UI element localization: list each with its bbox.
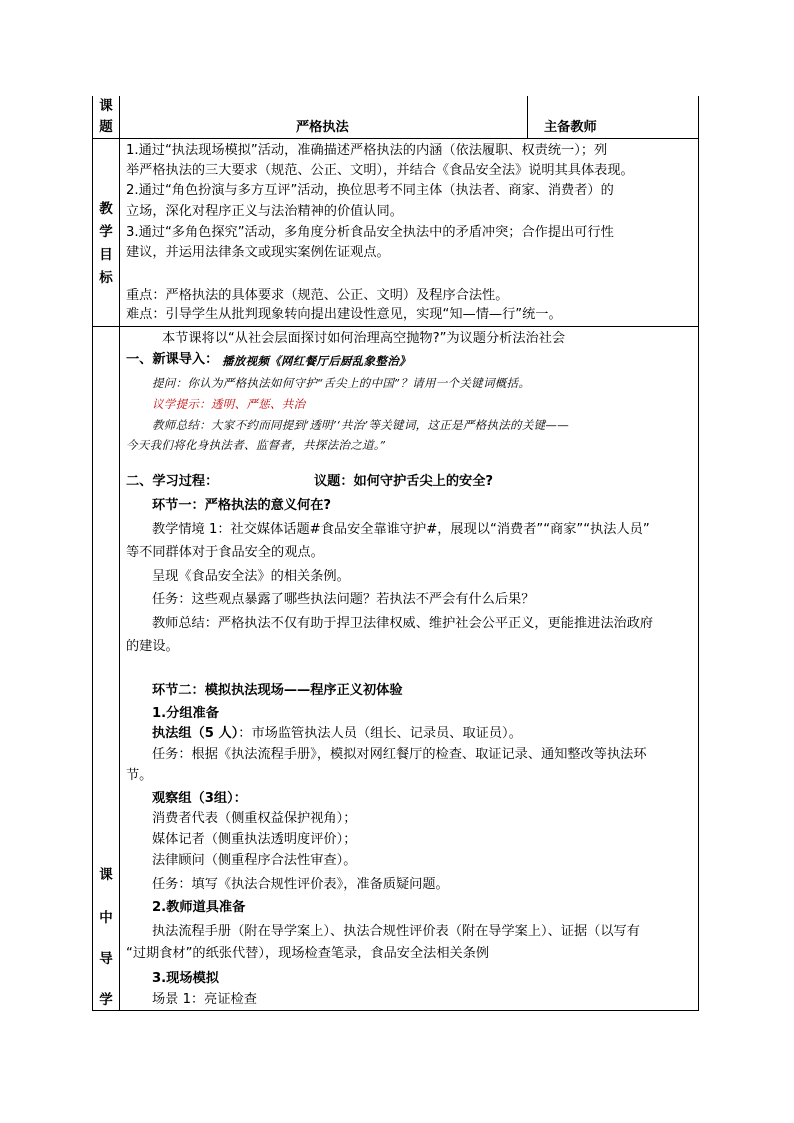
prep-heading: 1.分组准备 — [152, 706, 219, 721]
exec-group-text: ：市场监管执法人员（组长、记录员、取证员）。 — [238, 726, 522, 741]
obs-task: 任务：填写《执法合规性评价表》，准备质疑问题。 — [152, 877, 449, 892]
objectives-label-char: 教 — [99, 201, 113, 217]
header-label-char: 题 — [99, 119, 113, 135]
scene-heading: 3.现场模拟 — [152, 971, 219, 986]
section1-hint: 议学提示：透明、严惩、共治 — [152, 397, 306, 411]
difficulty: 难点：引导学生从批判现象转向提出建设性意见，实现“知—情—行”统一。 — [126, 307, 562, 322]
process-label-char: 导 — [99, 951, 113, 967]
link1-title: 环节一：严格执法的意义何在? — [152, 498, 332, 513]
table-divider-col1 — [119, 96, 120, 1011]
section1-heading: 一、新课导入： — [126, 352, 219, 367]
objective-line: 2.通过“角色扮演与多方互评”活动，换位思考不同主体（执法者、商家、消费者）的 — [126, 183, 614, 198]
table-divider-col2 — [527, 96, 528, 138]
teacher-label: 主备教师 — [544, 120, 597, 135]
exec-group — [152, 725, 522, 743]
link1-summary: 教师总结：严格执法不仅有助于捍卫法律权威、维护社会公平正义，更能推进法治政府 — [152, 616, 654, 631]
objective-line: 立场，深化对程序正义与法治精神的价值认同。 — [126, 204, 403, 219]
topic-title: 严格执法 — [296, 120, 349, 135]
exec-task: 节。 — [126, 768, 153, 783]
objective-line: 1.通过“执法现场模拟”活动，准确描述严格执法的内涵（依法履职、权责统一）；列 — [126, 143, 608, 158]
section1-summary: 教师总结：大家不约而同提到‘透明’‘共治’等关键词，这正是严格执法的关键—— — [152, 418, 570, 432]
objective-line: 举严格执法的三大要求（规范、公正、文明），并结合《食品安全法》说明其具体表现。 — [126, 163, 634, 178]
exec-group-label: 执法组（5 人） — [152, 726, 239, 741]
exec-task: 任务：根据《执法流程手册》，模拟对网红餐厅的检查、取证记录、通知整改等执法环 — [152, 747, 647, 762]
objectives-label-char: 目 — [99, 247, 113, 263]
link1-paragraph: 呈现《食品安全法》的相关条例。 — [152, 569, 350, 584]
obs-group-label: 观察组（3组）： — [152, 791, 247, 806]
objectives-label-char: 标 — [99, 270, 113, 286]
objectives-label-char: 学 — [99, 224, 113, 240]
table-border-right — [698, 96, 699, 1011]
link1-summary: 的建设。 — [126, 639, 179, 654]
scene-item: 场景 1：亮证检查 — [152, 992, 257, 1007]
table-border-bottom — [92, 1010, 699, 1011]
objective-line: 建议，并运用法律条文或现实案例佐证观点。 — [126, 245, 390, 260]
link2-title: 环节二：模拟执法现场——程序正义初体验 — [152, 683, 403, 698]
obs-item: 法律顾问（侧重程序合法性审查）。 — [152, 853, 357, 868]
obs-item: 消费者代表（侧重权益保护视角）； — [152, 811, 357, 826]
table-row-line-1 — [92, 138, 699, 139]
section2-topic: 议题：如何守护舌尖上的安全? — [314, 474, 494, 489]
tools-text: 执法流程手册（附在导学案上）、执法合规性评价表（附在导学案上）、证据（以写有 — [152, 924, 640, 939]
link1-paragraph: 教学情境 1：社交媒体话题#食品安全靠谁守护#，展现以“消费者”“商家”“执法人员” — [152, 522, 650, 537]
process-label-char: 学 — [99, 992, 113, 1008]
section1-summary: 今天我们将化身执法者、监督者，共探法治之道。” — [126, 438, 387, 452]
tools-text: “过期食材”的纸张代替），现场检查笔录，食品安全法相关条例 — [126, 946, 490, 961]
process-label-char: 中 — [99, 910, 113, 926]
obs-item: 媒体记者（侧重执法透明度评价）； — [152, 832, 357, 847]
lesson-intro: 本节课将以“从社会层面探讨如何治理高空抛物?”为议题分析法治社会 — [162, 331, 566, 346]
tools-heading: 2.教师道具准备 — [152, 900, 246, 915]
section2-heading: 二、学习过程： — [126, 474, 219, 489]
objective-line: 3.通过“多角色探究”活动，多角度分析食品安全执法中的矛盾冲突；合作提出可行性 — [126, 225, 614, 240]
table-row-line-2 — [92, 326, 699, 327]
process-label-char: 课 — [99, 867, 113, 883]
section1-question: 提问：你认为严格执法如何守护“舌尖上的中国”？请用一个关键词概括。 — [152, 376, 531, 390]
header-label-char: 课 — [99, 98, 113, 114]
link1-paragraph: 等不同群体对于食品安全的观点。 — [126, 545, 324, 560]
key-point: 重点：严格执法的具体要求（规范、公正、文明）及程序合法性。 — [126, 288, 509, 303]
link1-task: 任务：这些观点暴露了哪些执法问题？若执法不严会有什么后果？ — [152, 592, 535, 607]
table-border-left — [92, 96, 93, 1011]
section1-video: 播放视频《网红餐厅后厨乱象整治》 — [222, 354, 411, 368]
